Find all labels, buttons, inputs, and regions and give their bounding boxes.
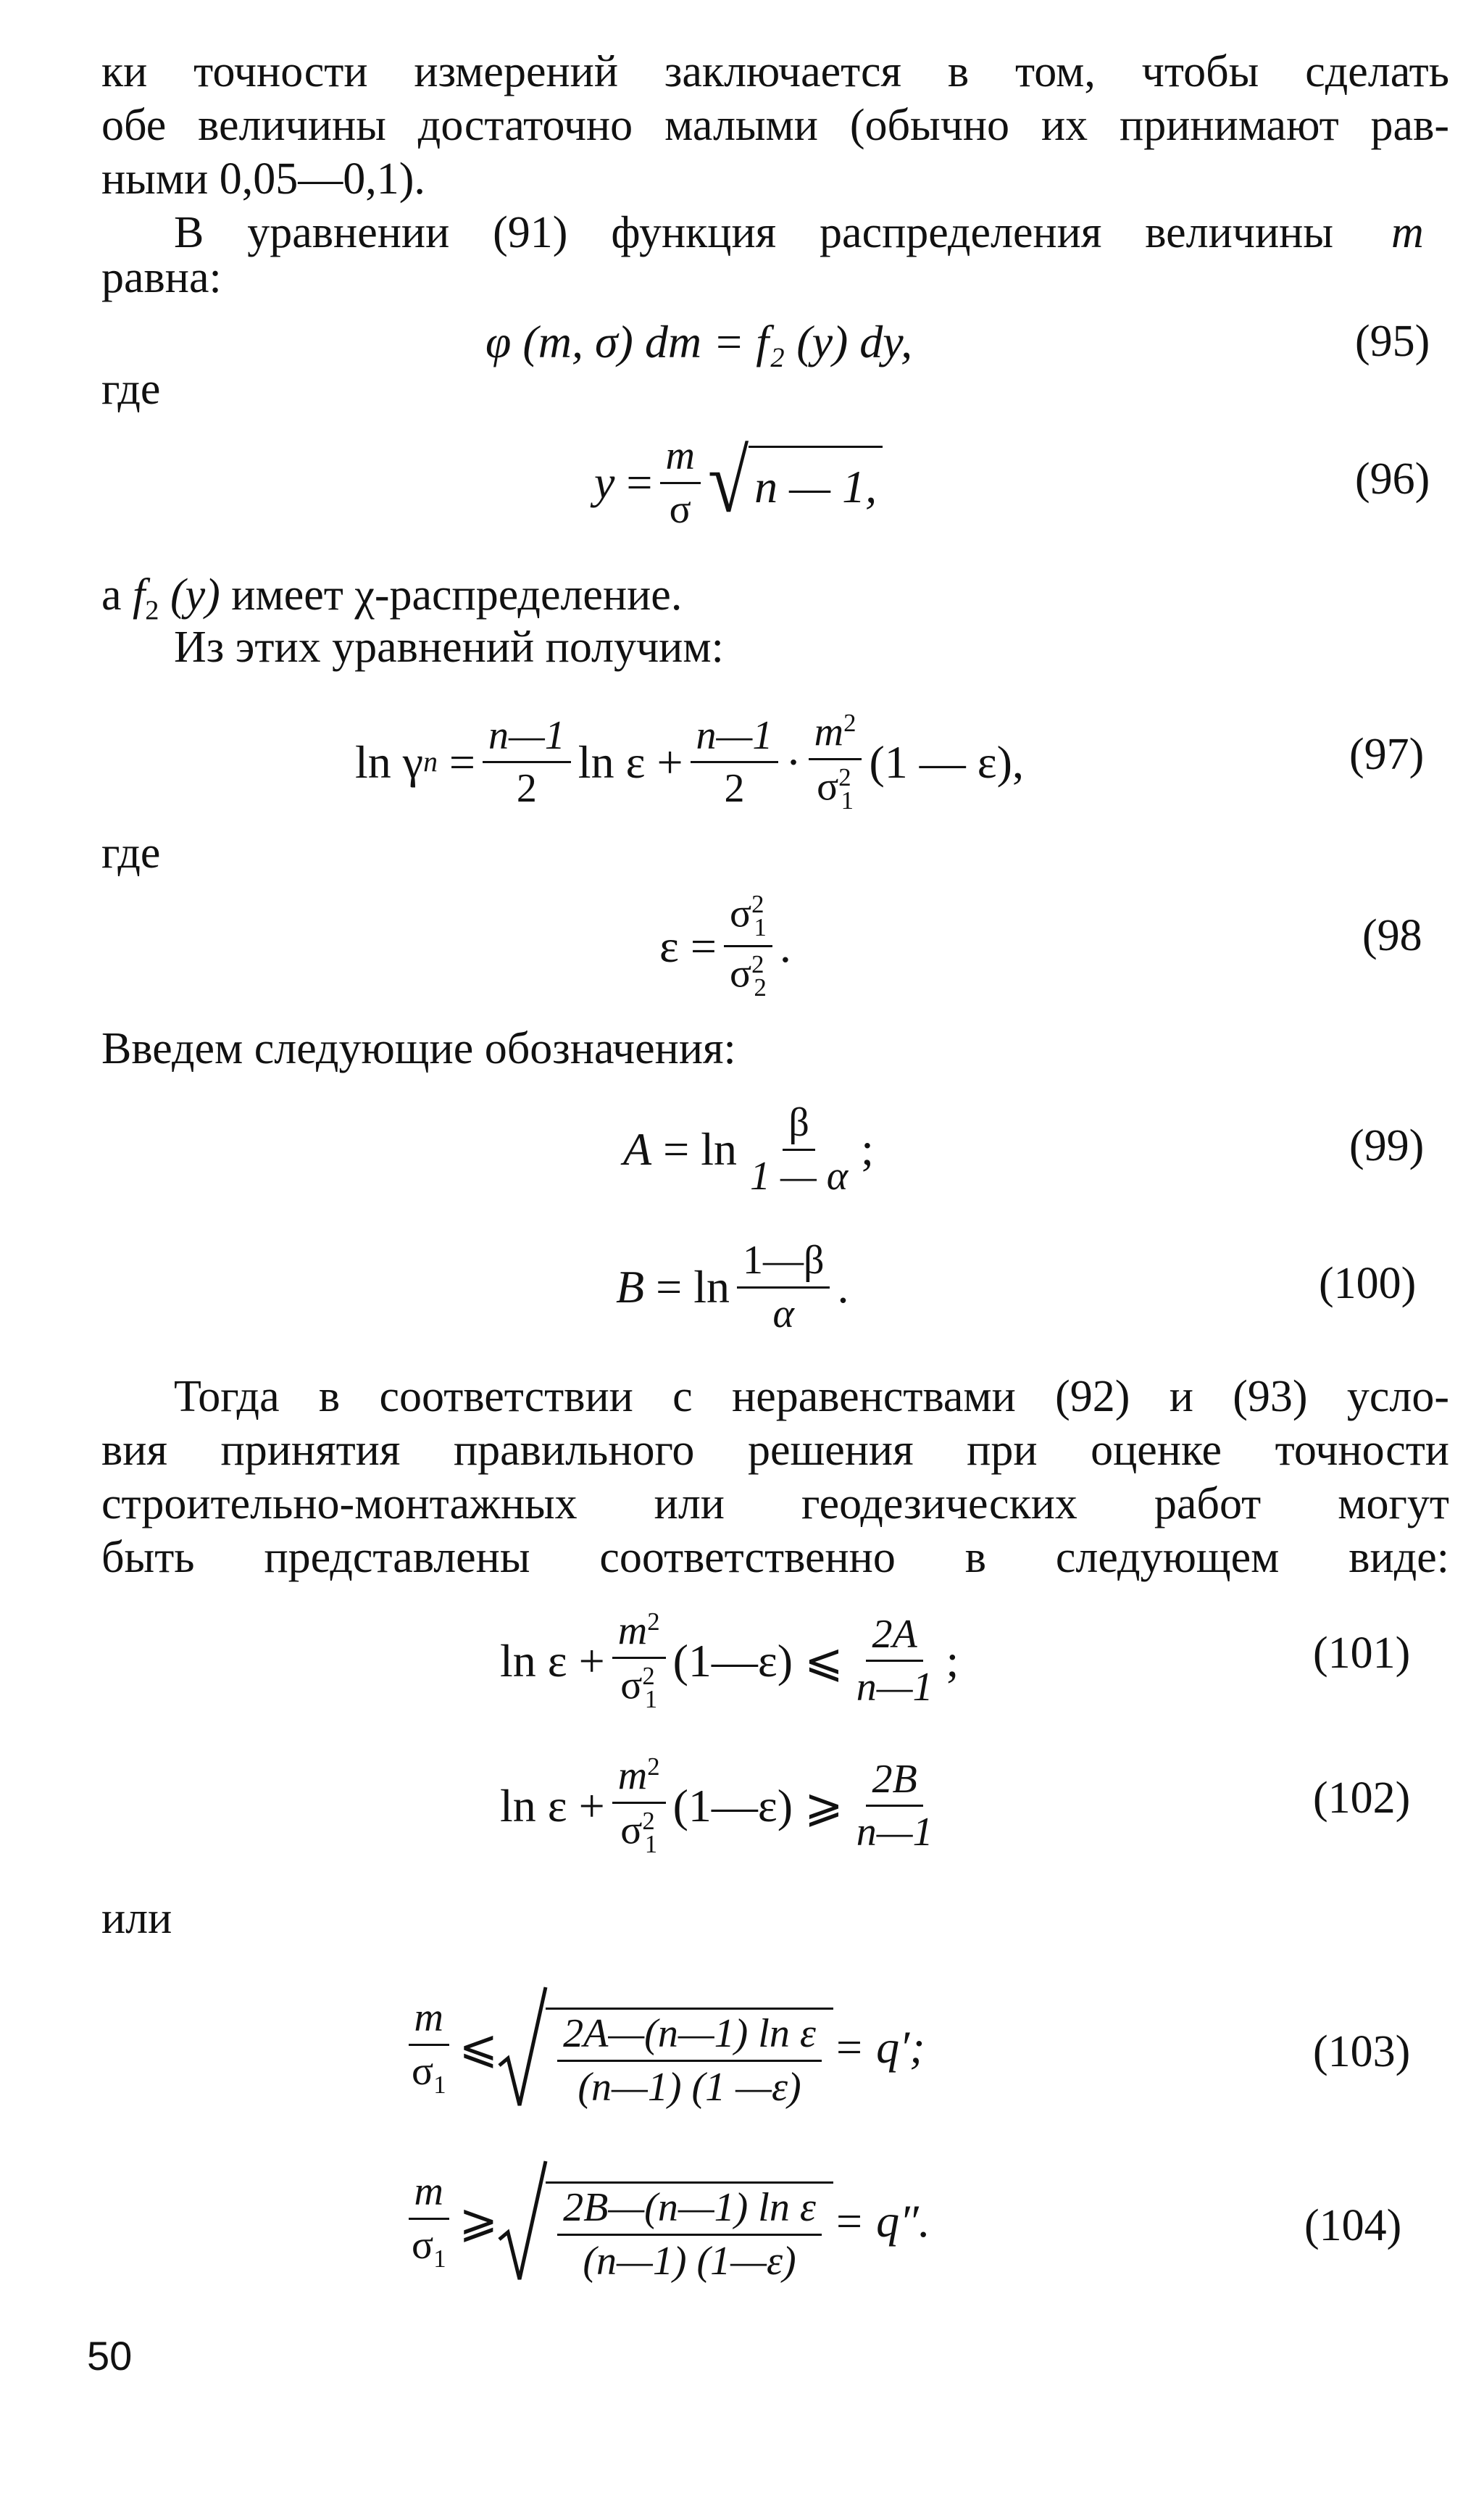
fraction (557, 2013, 822, 2109)
symbol: ⩾ (459, 2195, 499, 2247)
numerator: m (409, 2171, 449, 2220)
superscript: 2 (751, 890, 764, 918)
square-root (707, 433, 883, 532)
numerator (612, 1754, 666, 1804)
symbol: ln ε + (578, 736, 683, 788)
denominator: α (772, 1291, 794, 1336)
denominator: 2 (724, 766, 745, 812)
symbol: σ (817, 765, 839, 810)
symbol: = (449, 736, 475, 788)
equation-number: (102) (1313, 1773, 1411, 1823)
subscript: 1 (754, 912, 767, 941)
equation-number: (99) (1349, 1121, 1425, 1170)
subscript: 1 (644, 1830, 658, 1859)
text-line: где (101, 365, 161, 414)
denominator: n—1 (856, 1810, 933, 1855)
symbol: ε = (659, 920, 717, 972)
radical-sign: √ (707, 433, 749, 532)
symbol: m (617, 1608, 648, 1654)
text-line: Введем следующие обозначения: (101, 1024, 736, 1073)
superscript: 2 (647, 1752, 660, 1781)
equation-number: (100) (1319, 1259, 1417, 1308)
symbol: (1 — ε), (869, 736, 1024, 788)
symbol: σ (729, 951, 752, 997)
fraction (744, 1102, 854, 1198)
symbol: σ (412, 2222, 434, 2268)
symbol: · (785, 736, 801, 788)
symbol: y (594, 457, 615, 509)
fraction (809, 710, 862, 815)
equation-number: (95) (1355, 317, 1430, 366)
superscript: 2 (843, 709, 856, 737)
radicand: n — 1, (749, 446, 883, 520)
radical-sign (498, 1986, 549, 2109)
variable-m: m (1391, 208, 1424, 257)
symbol: (y) (170, 570, 220, 620)
symbol: m (814, 710, 844, 755)
fraction (851, 1758, 939, 1855)
formula (616, 1239, 849, 1336)
fraction (406, 1994, 452, 2099)
denominator (614, 1659, 663, 1713)
symbol: σ (412, 2048, 434, 2094)
symbol: . (837, 1261, 849, 1313)
fraction (612, 1609, 666, 1713)
fraction (612, 1754, 666, 1858)
symbol: (1—ε) ⩾ (672, 1779, 843, 1831)
denominator (811, 760, 859, 814)
denominator: 1 — α (749, 1153, 849, 1199)
text-span: имеет χ-распределение. (231, 570, 683, 620)
numerator: 2A—(n—1) ln ε (557, 2013, 822, 2062)
symbol: . (779, 920, 791, 972)
radical-sign (498, 2160, 549, 2283)
denominator (724, 947, 772, 1001)
subscript: 1 (433, 2244, 446, 2273)
equation-number: (103) (1313, 2027, 1411, 2076)
fraction (851, 1613, 939, 1710)
fraction (691, 712, 779, 812)
equation-number: (101) (1313, 1628, 1411, 1678)
equation-number: (104) (1304, 2201, 1402, 2250)
numerator: 2B (866, 1758, 922, 1807)
symbol: = ln (663, 1123, 737, 1176)
numerator: β (783, 1102, 815, 1151)
radicand (546, 2181, 833, 2283)
subscript: 2 (754, 973, 767, 1002)
symbol: ln γ (355, 736, 424, 788)
subscript: n (423, 746, 438, 778)
text-line: ными 0,05—0,1). (101, 154, 425, 204)
text-line: строительно-монтажных или геодезических работ могут (101, 1479, 1449, 1528)
equation-number: (97) (1349, 730, 1425, 779)
text-span: В уравнении (91) функция распределения величины (174, 208, 1333, 257)
formula (659, 891, 791, 1002)
numerator (724, 891, 772, 947)
formula: φ (m, σ) dm = f₂ (y) dy, (485, 316, 913, 367)
fraction (737, 1239, 830, 1336)
text-line: где (101, 828, 161, 878)
text-span: а (101, 570, 122, 620)
denominator: σ (669, 486, 691, 532)
symbol: = q′; (833, 2021, 925, 2073)
text-line: Тогда в соответствии с неравенствами (92) и (93) усло- (174, 1372, 1449, 1421)
numerator: 1—β (737, 1239, 830, 1289)
symbol: (1—ε) ⩽ (672, 1634, 843, 1686)
formula (399, 2160, 930, 2283)
text-line: обе величины достаточно малыми (обычно их принимают рав- (101, 101, 1449, 150)
text-line: Из этих уравнений получим: (174, 623, 724, 672)
denominator (614, 1804, 663, 1858)
text-line: равна: (101, 253, 222, 302)
formula (500, 1754, 946, 1858)
symbol: = (626, 457, 653, 509)
denominator: n—1 (856, 1665, 933, 1710)
text-line: или (101, 1894, 172, 1943)
superscript: 2 (647, 1607, 660, 1636)
numerator: m (660, 435, 701, 484)
fraction (483, 712, 571, 812)
formula (399, 1986, 925, 2109)
square-root (498, 1986, 833, 2109)
fraction (660, 435, 701, 531)
symbol: ln ε + (500, 1779, 605, 1831)
formula (623, 1102, 874, 1198)
equation-number: (98 (1362, 911, 1422, 960)
denominator: (n—1) (1 —ε) (578, 2065, 801, 2110)
symbol: A (623, 1123, 652, 1176)
symbol: ln ε + (500, 1634, 605, 1686)
equation-number: (96) (1355, 454, 1430, 504)
numerator: 2B—(n—1) ln ε (557, 2187, 822, 2236)
superscript: 2 (838, 763, 851, 792)
symbol: ; (946, 1634, 959, 1686)
denominator: (n—1) (1—ε) (583, 2239, 796, 2284)
superscript: 2 (751, 950, 764, 979)
symbol: m (617, 1753, 648, 1799)
subscript: 1 (644, 1685, 658, 1714)
symbol: ; (861, 1123, 874, 1176)
subscript: 1 (841, 786, 854, 815)
numerator (612, 1609, 666, 1659)
page-number: 50 (87, 2333, 133, 2379)
numerator: n—1 (691, 715, 779, 764)
square-root (498, 2160, 833, 2283)
symbol: σ (620, 1808, 643, 1854)
symbol: σ (729, 891, 752, 936)
symbol: B (616, 1261, 645, 1313)
numerator: 2A (866, 1613, 922, 1663)
superscript: 2 (642, 1662, 655, 1691)
formula (355, 710, 1024, 815)
fraction (406, 2168, 452, 2273)
symbol: ⩽ (459, 2021, 499, 2073)
fraction (557, 2187, 822, 2283)
numerator: m (409, 1997, 449, 2046)
numerator (809, 710, 862, 760)
text-line: быть представлены соответственно в следующем виде: (101, 1533, 1449, 1582)
symbol: = q″. (833, 2195, 930, 2247)
text-line: вия принятия правильного решения при оценке точности (101, 1426, 1449, 1475)
superscript: 2 (642, 1807, 655, 1836)
subscript: 1 (433, 2070, 446, 2099)
denominator (406, 2220, 452, 2273)
numerator: n—1 (483, 715, 571, 764)
subscript: 2 (145, 595, 159, 626)
symbol: σ (620, 1663, 643, 1709)
formula (500, 1609, 959, 1713)
radicand (546, 2008, 833, 2109)
denominator: 2 (516, 766, 537, 812)
symbol: = ln (656, 1261, 730, 1313)
fraction (724, 891, 772, 1002)
text-line: ки точности измерений заключается в том, чтобы сделать (101, 47, 1449, 96)
denominator (406, 2046, 452, 2099)
symbol: f (133, 570, 146, 620)
formula (594, 435, 883, 531)
